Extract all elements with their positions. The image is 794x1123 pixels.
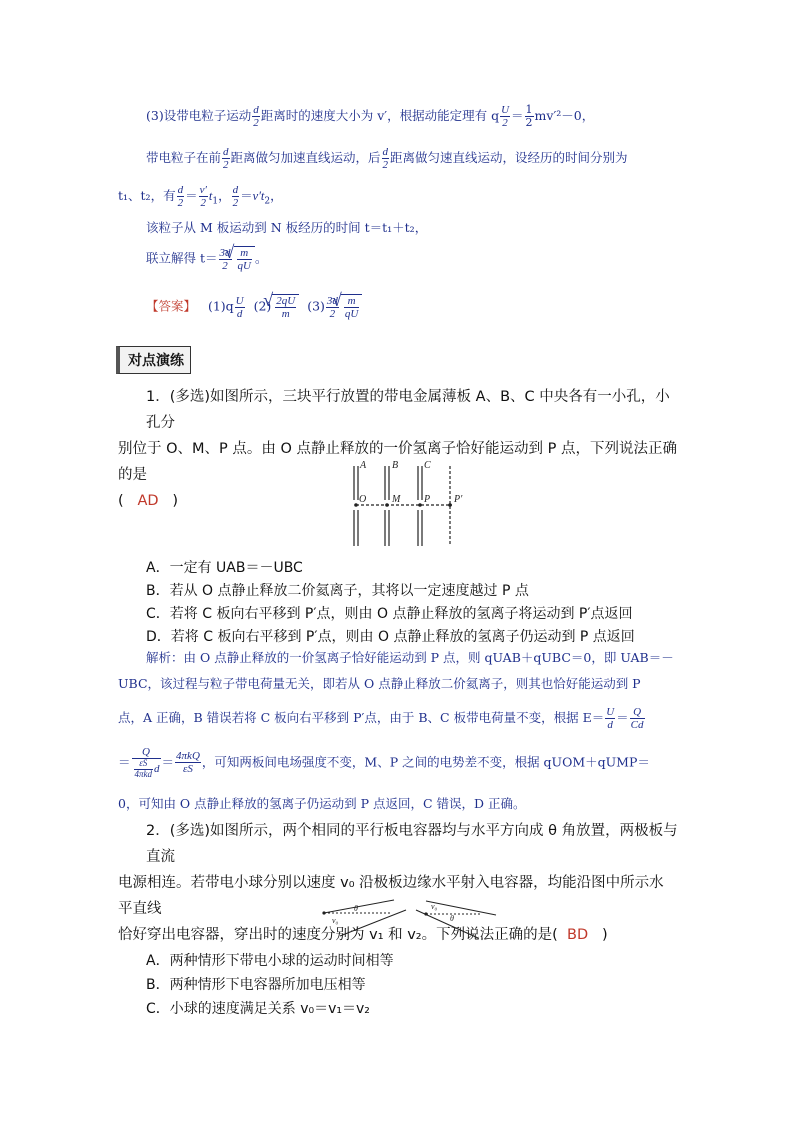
q1-stem: 1．(多选)如图所示，三块平行放置的带电金属薄板 A、B、C 中央各有一小孔，小孔分 别位于 O、M、P 点。由 O 点静止释放的一价氢离子恰好能运动到 P 点，下列说法正确的是 ( AD ) [118,389,677,509]
q2-capacitors-figure [318,898,502,944]
q1-option-b: B．若从 O 点静止释放二价氦离子，其将以一定速度越过 P 点 [146,583,529,599]
answer-line: 【答案】 (1)q $\frac{U}{d}$ (2) √ $\frac{2qU}{m}$ (3) $\frac{3d}{2}$ √ $\frac{m}{qU}$ [146,294,362,320]
q1-analysis-5: 0，可知由 O 点静止释放的氢离子仍运动到 P 点返回，C 错误，D 正确。 [118,796,526,811]
q2-option-a: A．两种情形下带电小球的运动时间相等 [146,953,394,969]
fraction-d-over-2: $\frac{d}{2}$ [253,104,259,130]
q1-analysis-4: ＝ Q $\frac{\varepsilon S}{\text{4πkd}}$ d ＝ $\frac{\text{4πkQ}}{\varepsilon S}$ ，可知两板间电场强度不变，M、P 之间的电势差不变，根据 qUOM＋qUMP＝ [118,746,650,779]
fig2-theta-left: θ [354,904,358,913]
section-title: 对点演练 [116,346,191,374]
solution-line-3: t₁、t₂，有 $\frac{d}{2}$ ＝ $\frac{v'}{2}$ $t_1$， $\frac{d}{2}$ $=v't_2$， [118,184,283,210]
fig-label-Pprime: P′ [454,494,463,505]
solution-line-5: 联立解得 t＝ $\frac{3d}{2}$ √ $\frac{m}{qU}$ 。 [146,246,267,272]
fig-label-P: P [424,494,431,505]
q2-answer: BD [567,927,589,943]
q1-analysis-3: 点，A 正确，B 错误若将 C 板向右平移到 P′点，由于 B、C 板带电荷量不变，根据 E＝ $\frac{U}{d}$ ＝ $\frac{Q}{Cd}$ [118,706,644,732]
solution-line-1: (3)设带电粒子运动 $\frac{d}{2}$ 距离时的速度大小为 v′，根据动能定理有 q $\frac{U}{2}$ ＝ $\frac{1}{2}$ mv′²－0， [146,103,595,130]
fig-label-M: M [392,494,401,505]
fig2-v0-left: v₀ [332,916,339,925]
q2-stem: 2．(多选)如图所示，两个相同的平行板电容器均与水平方向成 θ 角放置，两极板与直流 电源相连。若带电小球分别以速度 v₀ 沿极板边缘水平射入电容器，均能沿图中所示水平直线 恰好穿出电容器，穿出时的速度分别为 v₁ 和 v₂。下列说法正确的是( BD ) [118,823,678,943]
q2-option-b: B．两种情形下电容器所加电压相等 [146,977,366,993]
fig2-theta-right: θ [450,914,454,923]
fig-label-A: A [360,460,367,471]
q1-analysis-1: 解析：由 O 点静止释放的一价氢离子恰好能运动到 P 点，则 qUAB＋qUBC＝0，即 UAB＝－ [146,650,674,665]
q1-answer: AD [137,493,159,509]
q2-option-c: C．小球的速度满足关系 v₀＝v₁＝v₂ [146,1001,370,1017]
solution-line-2: 带电粒子在前 $\frac{d}{2}$ 距离做匀加速直线运动，后 $\frac{d}{2}$ 距离做匀速直线运动，设经历的时间分别为 [146,146,628,172]
answer-label: 【答案】 [146,299,197,314]
q1-option-d: D．若将 C 板向右平移到 P′点，则由 O 点静止释放的氢离子仍运动到 P 点返回 [146,629,635,645]
q1-option-c: C．若将 C 板向右平移到 P′点，则由 O 点静止释放的氢离子将运动到 P′点返回 [146,606,633,622]
solution-line-4: 该粒子从 M 板运动到 N 板经历的时间 t＝t₁＋t₂， [146,220,428,235]
fig-label-O: O [359,494,367,505]
fig-label-B: B [392,460,399,471]
fig2-v0-right: v₀ [431,902,438,911]
q1-plates-figure [340,456,470,552]
q1-analysis-2: UBC，该过程与粒子带电荷量无关，即若从 O 点静止释放二价氦离子，则其也恰好能运动到 P [118,676,641,691]
fig-label-C: C [424,460,431,471]
q1-option-a: A．一定有 UAB＝－UBC [146,560,303,576]
